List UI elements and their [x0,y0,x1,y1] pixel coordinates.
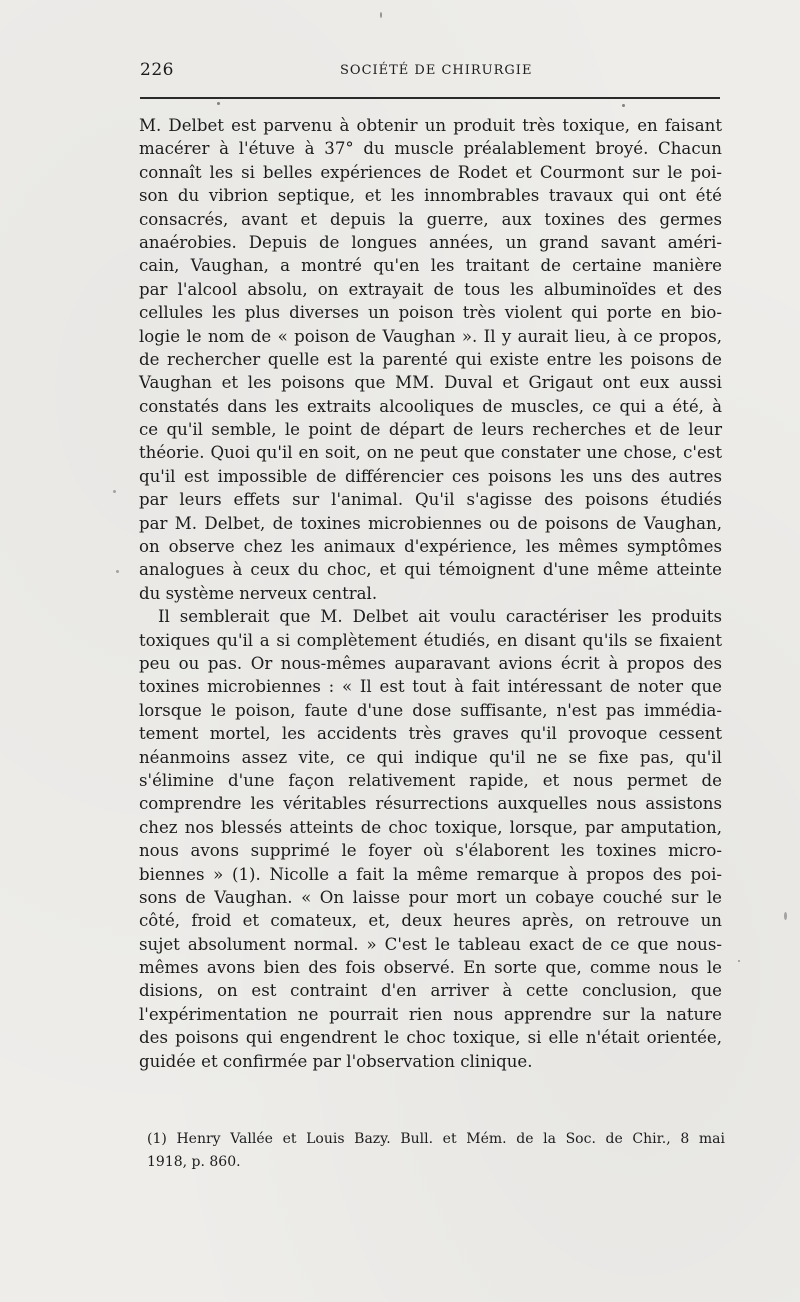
text-line: des poisons qui engendrent le choc toxique, si elle n'était orientée, [139,1028,722,1048]
text-line: toxiques qu'il a si complètement étudiés, en disant qu'ils se fixaient [139,630,722,650]
text-line: toxines microbiennes : « Il est tout à fait intéressant de noter que [139,677,722,697]
text-line: théorie. Quoi qu'il en soit, on ne peut que constater une chose, c'est [139,443,722,463]
body-text [139,114,722,1073]
text-line: cain, Vaughan, a montré qu'en les traitant de certaine manière [139,256,722,276]
text-line: Il semblerait que M. Delbet ait voulu caractériser les produits [158,607,722,627]
footnote [147,1128,725,1174]
text-line: cellules les plus diverses un poison très violent qui porte en bio- [139,303,722,323]
scan-speck [622,104,625,107]
text-line: qu'il est impossible de différencier ces poisons les uns des autres [139,466,722,486]
text-line: mêmes avons bien des fois observé. En sorte que, comme nous le [139,958,722,978]
footnote-line: (1) Henry Vallée et Louis Bazy. Bull. et Mém. de la Soc. de Chir., 8 mai [147,1131,725,1147]
text-line: néanmoins assez vite, ce qui indique qu'il ne se fixe pas, qu'il [139,747,722,767]
text-line: s'élimine d'une façon relativement rapide, et nous permet de [139,770,722,790]
text-line: M. Delbet est parvenu à obtenir un produit très toxique, en faisant [139,116,722,135]
text-line: logie le nom de « poison de Vaughan ». Il y aurait lieu, à ce propos, [139,326,722,346]
text-line: lorsque le poison, faute d'une dose suffisante, n'est pas immédia- [139,700,722,720]
text-line: peu ou pas. Or nous-mêmes auparavant avions écrit à propos des [139,653,722,673]
text-line: de rechercher quelle est la parenté qui existe entre les poisons de [139,349,722,369]
text-line: par l'alcool absolu, on extrayait de tous les albuminoïdes et des [139,279,722,299]
text-line: l'expérimentation ne pourrait rien nous apprendre sur la nature [139,1004,722,1024]
page-number: 226 [140,60,174,80]
text-line: connaît les si belles expériences de Rodet et Courmont sur le poi- [139,162,722,182]
scan-speck [784,912,787,920]
text-line: consacrés, avant et depuis la guerre, aux toxines des germes [139,209,722,229]
text-line: du système nerveux central. [139,583,378,603]
running-title: SOCIÉTÉ DE CHIRURGIE [340,63,533,78]
scan-speck [113,490,116,493]
text-line: sons de Vaughan. « On laisse pour mort un cobaye couché sur le [139,887,722,907]
text-line: anaérobies. Depuis de longues années, un grand savant améri- [139,232,722,252]
text-line: macérer à l'étuve à 37° du muscle préalablement broyé. Chacun [139,139,722,159]
header-rule [140,97,720,99]
scan-speck [116,570,119,573]
text-line: sujet absolument normal. » C'est le tableau exact de ce que nous- [139,934,722,954]
scan-speck [738,960,740,962]
text-line: analogues à ceux du choc, et qui témoignent d'une même atteinte [139,560,722,580]
text-line: Vaughan et les poisons que MM. Duval et Grigaut ont eux aussi [139,373,722,393]
scan-speck [217,102,220,105]
text-line: constatés dans les extraits alcooliques de muscles, ce qui a été, à [139,396,722,416]
text-line: chez nos blessés atteints de choc toxique, lorsque, par amputation, [139,817,722,837]
text-line: guidée et confirmée par l'observation clinique. [139,1051,533,1071]
text-line: biennes » (1). Nicolle a fait la même remarque à propos des poi- [139,864,722,884]
text-line: disions, on est contraint d'en arriver à cette conclusion, que [139,981,722,1001]
text-line: côté, froid et comateux, et, deux heures après, on retrouve un [139,911,722,931]
text-line: on observe chez les animaux d'expérience, les mêmes symptômes [139,537,722,557]
scan-speck [380,12,382,18]
page-header [140,60,720,84]
text-line: comprendre les véritables résurrections auxquelles nous assistons [139,794,722,814]
text-line: par M. Delbet, de toxines microbiennes ou de poisons de Vaughan, [139,513,722,533]
text-line: par leurs effets sur l'animal. Qu'il s'agisse des poisons étudiés [139,490,722,510]
text-line: ce qu'il semble, le point de départ de leurs recherches et de leur [139,420,722,440]
text-line: nous avons supprimé le foyer où s'élaborent les toxines micro- [139,841,722,861]
text-line: tement mortel, les accidents très graves qu'il provoque cessent [139,724,722,744]
footnote-line: 1918, p. 860. [147,1154,241,1170]
text-line: son du vibrion septique, et les innombrables travaux qui ont été [139,186,722,206]
